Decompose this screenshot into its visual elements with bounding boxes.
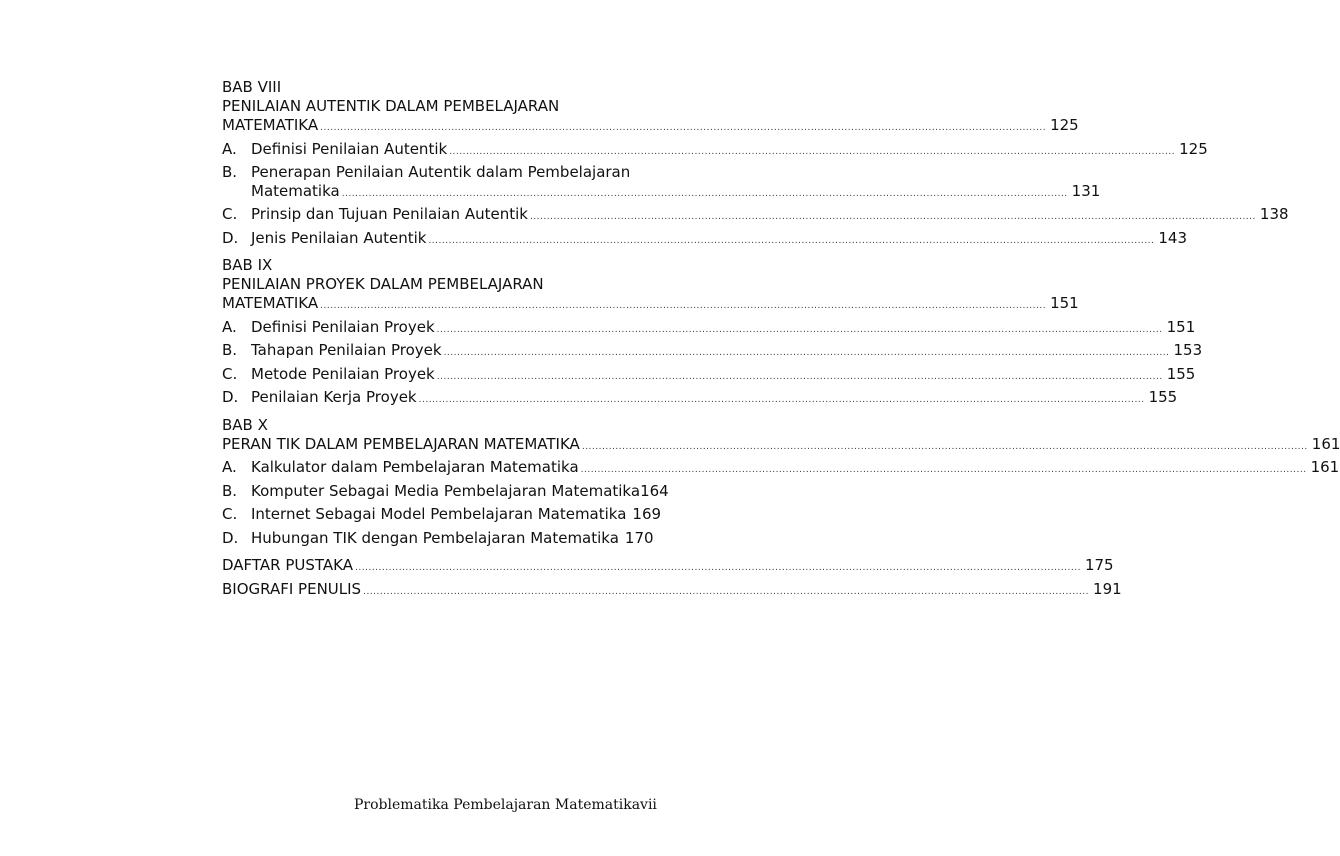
chapter-10 — [222, 415, 1340, 553]
item-letter: D. — [222, 388, 239, 406]
item-text: Komputer Sebagai Media Pembelajaran Matematika — [251, 481, 641, 500]
dot-leader — [342, 185, 1068, 204]
toc-item-bibliography — [222, 556, 1114, 580]
page-number: 151 — [1050, 294, 1079, 312]
dot-leader — [581, 461, 1307, 480]
item-text: Metode Penilaian Proyek — [251, 364, 435, 383]
page-number: 155 — [1166, 364, 1196, 383]
chapter-9 — [222, 256, 1203, 412]
item-letter: C. — [222, 205, 238, 223]
item-text: Hubungan TIK dengan Pembelajaran Matematika — [251, 528, 619, 547]
dot-leader — [444, 344, 1170, 363]
dot-leader — [437, 321, 1163, 340]
toc-item — [222, 528, 654, 553]
page-number: 143 — [1158, 228, 1188, 247]
chapter-title-entry — [222, 434, 1340, 459]
page-number: 169 — [632, 505, 662, 523]
item-letter: A. — [222, 317, 237, 336]
page-number: 125 — [1050, 116, 1079, 134]
item-letter: D. — [222, 228, 239, 247]
chapter-title-continued: MATEMATIKA — [222, 294, 319, 312]
toc-item — [222, 228, 1188, 253]
toc-item — [222, 317, 1196, 342]
chapter-label: BAB X — [222, 415, 268, 434]
dot-leader — [363, 583, 1089, 602]
item-text: BIOGRAFI PENULIS — [222, 579, 362, 598]
toc-item — [222, 458, 1340, 482]
dot-leader — [428, 232, 1154, 251]
page-number: 125 — [1179, 139, 1208, 158]
page-number: 138 — [1259, 205, 1289, 223]
page-number: 153 — [1173, 341, 1203, 359]
toc-item-author-biography — [222, 579, 1122, 604]
item-text: Definisi Penilaian Proyek — [251, 317, 435, 336]
item-letter: B. — [222, 341, 238, 359]
toc-item — [222, 481, 669, 506]
toc-item — [222, 341, 1203, 365]
item-text: Penerapan Penilaian Autentik dalam Pembelajaran — [251, 163, 631, 181]
toc-item — [222, 364, 1196, 389]
page-number: 161 — [1310, 458, 1340, 476]
toc-item — [222, 205, 1289, 229]
page-number: 131 — [1071, 182, 1101, 200]
item-text-continued: Matematika — [251, 182, 340, 200]
item-letter: B. — [222, 163, 238, 181]
item-text: Kalkulator dalam Pembelajaran Matematika — [251, 458, 579, 476]
chapter-label: BAB VIII — [222, 78, 282, 96]
chapter-title-entry — [222, 294, 1079, 318]
footer-page-number: vii — [640, 797, 657, 813]
dot-leader — [419, 391, 1145, 410]
page-number: 164 — [640, 481, 669, 500]
item-letter: C. — [222, 364, 238, 383]
dot-leader — [320, 119, 1046, 138]
table-of-contents — [222, 78, 1340, 607]
page-number: 175 — [1084, 556, 1114, 574]
item-text: Jenis Penilaian Autentik — [251, 228, 427, 247]
toc-item — [222, 139, 1208, 164]
dot-leader — [582, 438, 1308, 457]
chapter-title: PENILAIAN PROYEK DALAM PEMBELAJARAN — [222, 275, 544, 293]
item-text: Penilaian Kerja Proyek — [251, 388, 417, 406]
footer-book-title: Problematika Pembelajaran Matematika — [354, 797, 641, 813]
item-letter: C. — [222, 505, 238, 523]
page-number: 161 — [1311, 434, 1340, 453]
page-number: 155 — [1148, 388, 1178, 406]
dot-leader — [355, 559, 1081, 578]
toc-item — [222, 388, 1178, 412]
chapter-title: PENILAIAN AUTENTIK DALAM PEMBELAJARAN — [222, 97, 560, 115]
item-letter: A. — [222, 458, 237, 476]
item-text: DAFTAR PUSTAKA — [222, 556, 354, 574]
chapter-8 — [222, 78, 1289, 252]
page-number: 170 — [624, 528, 654, 547]
chapter-title: PERAN TIK DALAM PEMBELAJARAN MATEMATIKA — [222, 434, 580, 453]
dot-leader — [449, 143, 1175, 162]
back-matter — [222, 556, 1122, 603]
chapter-label: BAB IX — [222, 256, 273, 274]
chapter-title-continued: MATEMATIKA — [222, 116, 319, 134]
item-letter: D. — [222, 528, 239, 547]
item-letter: B. — [222, 481, 238, 500]
toc-item — [222, 163, 1101, 201]
dot-leader — [437, 368, 1163, 387]
dot-leader — [320, 297, 1046, 316]
item-text: Internet Sebagai Model Pembelajaran Matematika — [251, 505, 627, 523]
toc-item — [222, 505, 662, 529]
item-letter: A. — [222, 139, 237, 158]
item-text: Prinsip dan Tujuan Penilaian Autentik — [251, 205, 528, 223]
page-number: 151 — [1166, 317, 1196, 336]
item-text: Definisi Penilaian Autentik — [251, 139, 448, 158]
item-text: Tahapan Penilaian Proyek — [251, 341, 442, 359]
page-footer — [354, 797, 657, 813]
dot-leader — [530, 208, 1256, 227]
page-number: 191 — [1093, 579, 1122, 598]
chapter-title-entry — [222, 116, 1079, 140]
